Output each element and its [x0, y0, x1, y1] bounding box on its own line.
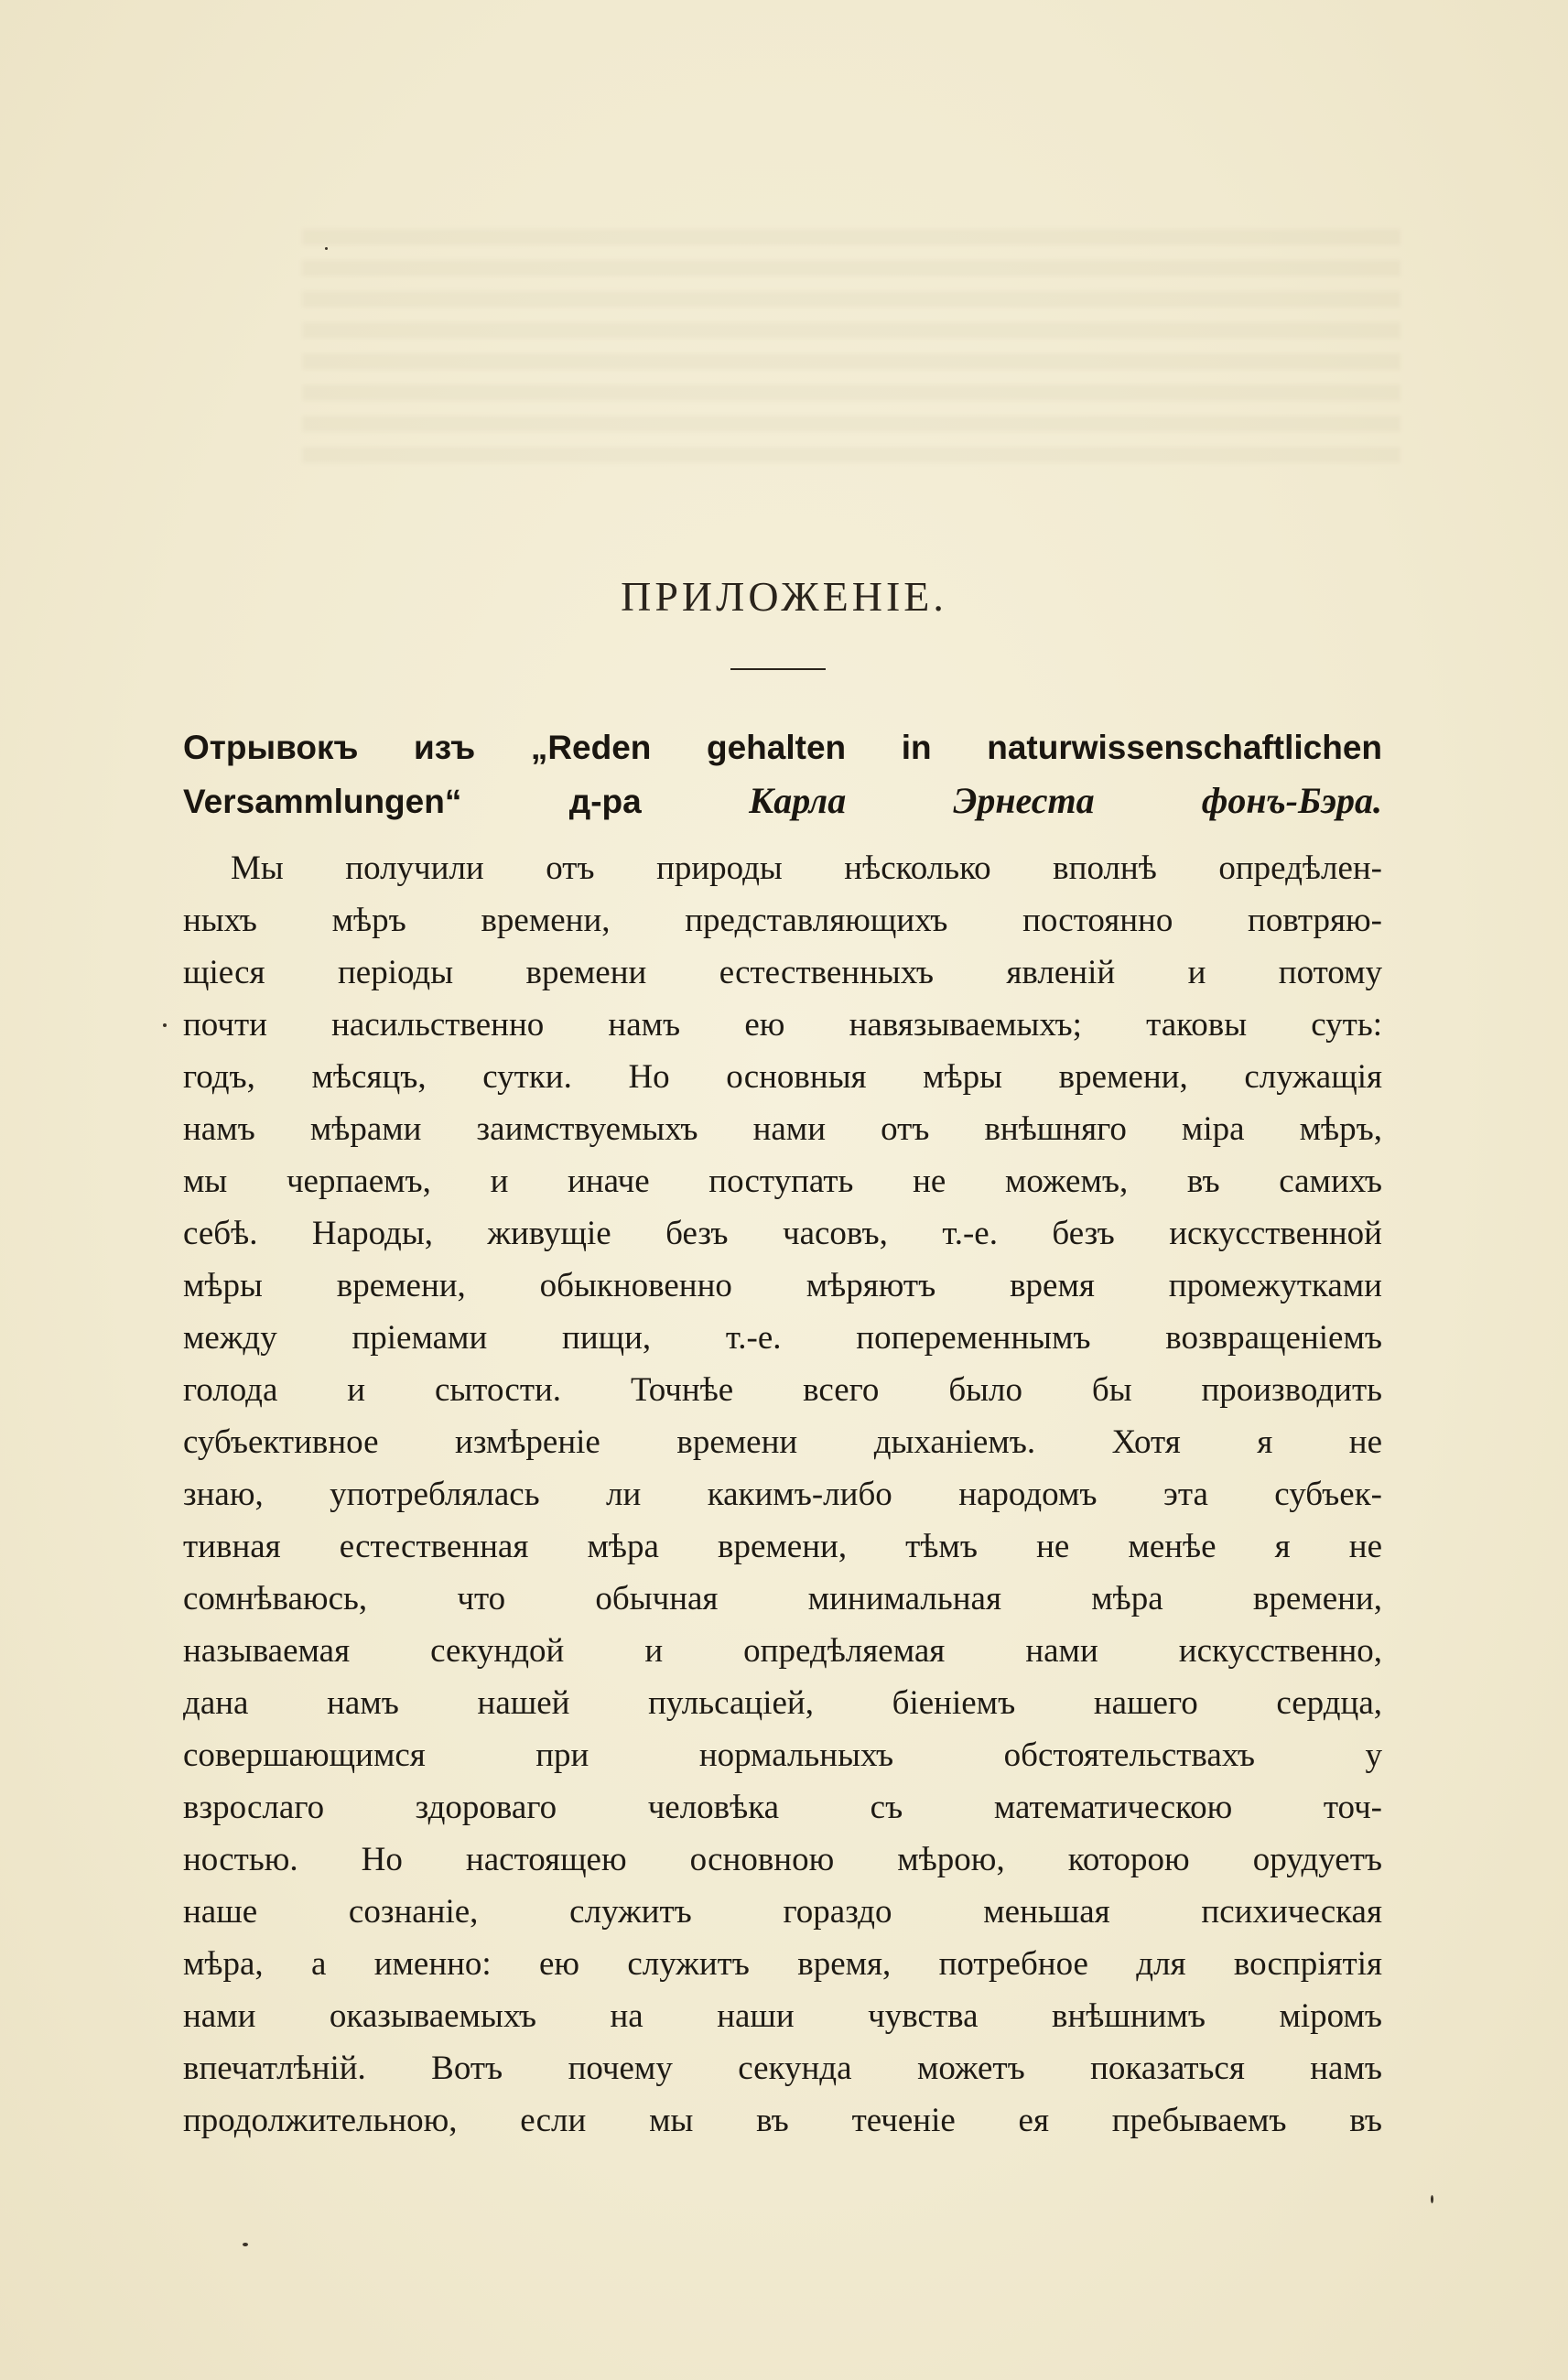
- text-line: мѣра, а именно: ею служитъ время, потребное для воспріятія: [183, 1945, 1382, 1983]
- text-line: сомнѣваюсь, что обычная минимальная мѣра времени,: [183, 1580, 1382, 1617]
- text-line: тивная естественная мѣра времени, тѣмъ не менѣе я не: [183, 1528, 1382, 1565]
- text-line: наше сознаніе, служитъ гораздо меньшая психическая: [183, 1893, 1382, 1931]
- heading-line-2: [183, 774, 1382, 828]
- text-line: между пріемами пищи, т.-е. попеременнымъ возвращеніемъ: [183, 1319, 1382, 1357]
- text-line: почти насильственно намъ ею навязываемыхъ; таковы суть:: [183, 1006, 1382, 1044]
- text-line: ныхъ мѣръ времени, представляющихъ постоянно повтряю-: [183, 902, 1382, 939]
- section-heading: [183, 721, 1382, 828]
- ink-speck: [1431, 2195, 1433, 2203]
- text-line: знаю, употреблялась ли какимъ-либо народомъ эта субъек-: [183, 1476, 1382, 1513]
- text-line: намъ мѣрами заимствуемыхъ нами отъ внѣшняго міра мѣръ,: [183, 1110, 1382, 1148]
- title-divider: [730, 668, 826, 670]
- text-line: совершающимся при нормальныхъ обстоятельствахъ у: [183, 1736, 1382, 1774]
- text-line: взрослаго здороваго человѣка съ математическою точ-: [183, 1789, 1382, 1826]
- text-line: мы черпаемъ, и иначе поступать не можемъ, въ самихъ: [183, 1163, 1382, 1200]
- text-line: называемая секундой и опредѣляемая нами искусственно,: [183, 1632, 1382, 1670]
- text-line: годъ, мѣсяцъ, сутки. Но основныя мѣры времени, служащія: [183, 1058, 1382, 1096]
- ink-speck: [163, 1023, 167, 1027]
- text-line: себѣ. Народы, живущіе безъ часовъ, т.-е. безъ искусственной: [183, 1215, 1382, 1252]
- text-line: нами оказываемыхъ на наши чувства внѣшнимъ міромъ: [183, 1997, 1382, 2035]
- heading-line-1: Отрывокъ изъ „Reden gehalten in naturwissenschaftlichen: [183, 729, 1382, 766]
- text-line: продолжительною, если мы въ теченіе ея пребываемъ въ: [183, 2102, 1382, 2139]
- text-line: мѣры времени, обыкновенно мѣряютъ время промежутками: [183, 1267, 1382, 1304]
- heading-line-2-prefix: Versammlungen“ д-ра: [183, 783, 750, 820]
- text-line: впечатлѣній. Вотъ почему секунда можетъ показаться намъ: [183, 2050, 1382, 2087]
- body-paragraph: [183, 842, 1382, 2147]
- page-title: ПРИЛОЖЕНІЕ.: [621, 573, 947, 620]
- ink-speck: [325, 247, 328, 250]
- text-line: голода и сытости. Точнѣе всего было бы производить: [183, 1371, 1382, 1409]
- ink-speck: [243, 2243, 248, 2246]
- text-line: субъективное измѣреніе времени дыханіемъ. Хотя я не: [183, 1423, 1382, 1461]
- text-line: ностью. Но настоящею основною мѣрою, которою орудуетъ: [183, 1841, 1382, 1878]
- text-line: Мы получили отъ природы нѣсколько вполнѣ опредѣлен-: [231, 849, 1382, 887]
- show-through-text: [302, 229, 1400, 467]
- heading-author: Карла Эрнеста фонъ-Бэра.: [749, 780, 1382, 821]
- text-line: щіеся періоды времени естественныхъ явленій и потому: [183, 954, 1382, 991]
- text-line: дана намъ нашей пульсаціей, біеніемъ нашего сердца,: [183, 1684, 1382, 1722]
